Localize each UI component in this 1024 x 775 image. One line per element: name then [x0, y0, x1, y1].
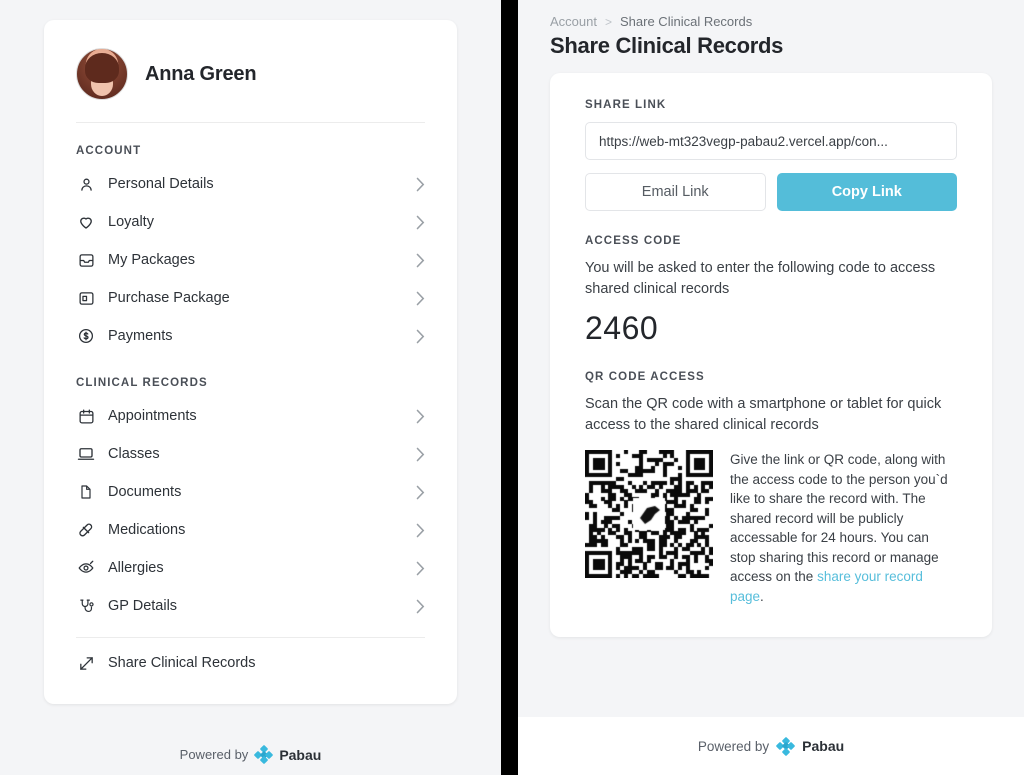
sidebar-item-label: Allergies [108, 560, 164, 576]
sidebar-item-payments[interactable] [44, 317, 457, 355]
pabau-brand: Pabau [279, 746, 322, 763]
pabau-brand: Pabau [802, 738, 845, 754]
section-title-clinical-records: CLINICAL RECORDS [76, 377, 208, 389]
powered-by-label: Powered by [697, 738, 770, 754]
laptop-icon [76, 444, 96, 464]
sidebar-item-label: Documents [108, 484, 182, 500]
chevron-right-icon [416, 215, 425, 230]
access-code-value: 2460 [585, 310, 659, 347]
left-pane [0, 0, 501, 775]
allergy-icon [76, 558, 96, 578]
sidebar-item-share-clinical-records[interactable] [44, 644, 457, 682]
sidebar-item-label: Medications [108, 522, 186, 538]
qr-code-label: QR CODE ACCESS [585, 371, 705, 384]
qr-note-suffix: . [760, 589, 764, 604]
sidebar-item-appointments[interactable] [44, 397, 457, 435]
share-link-input[interactable] [585, 122, 957, 160]
sidebar-item-label: Personal Details [108, 176, 214, 192]
qr-code-image [585, 450, 713, 578]
sidebar-item-label: Classes [108, 446, 160, 462]
breadcrumb-current: Share Clinical Records [620, 14, 753, 29]
section-title-account: ACCOUNT [76, 145, 142, 157]
sidebar-item-loyalty[interactable] [44, 203, 457, 241]
sidebar-item-allergies[interactable] [44, 549, 457, 587]
access-code-description: You will be asked to enter the following code to access shared clinical records [585, 260, 936, 298]
share-panel [550, 73, 992, 637]
inbox-icon [76, 250, 96, 270]
chevron-right-icon [416, 561, 425, 576]
email-link-button[interactable]: Email Link [585, 173, 766, 211]
profile-header [44, 20, 457, 122]
qr-code-note [730, 450, 957, 607]
powered-by-label: Powered by [179, 747, 249, 762]
chevron-right-icon [416, 523, 425, 538]
share-record-page-link[interactable]: share your record page [730, 569, 923, 604]
sidebar-item-documents[interactable] [44, 473, 457, 511]
page-title: Share Clinical Records [550, 33, 784, 58]
copy-link-button[interactable]: Copy Link [777, 173, 958, 211]
document-icon [76, 482, 96, 502]
chevron-right-icon [416, 177, 425, 192]
qr-row [585, 450, 957, 607]
chevron-right-icon [416, 409, 425, 424]
right-powered-by [518, 717, 1024, 775]
qr-code-description: Scan the QR code with a smartphone or tablet for quick access to the shared clinical records [585, 396, 942, 434]
right-pane [518, 0, 1024, 775]
sidebar-item-label: My Packages [108, 252, 196, 268]
share-icon [76, 653, 96, 673]
chevron-right-icon [416, 599, 425, 614]
access-code-label: ACCESS CODE [585, 235, 682, 247]
share-button-row [585, 173, 957, 211]
chevron-right-icon [416, 253, 425, 268]
account-card [44, 20, 457, 704]
sidebar-item-label: Appointments [108, 408, 197, 424]
sidebar-item-medications[interactable] [44, 511, 457, 549]
profile-name: Anna Green [145, 62, 257, 85]
sidebar-item-label: GP Details [108, 598, 178, 614]
sidebar-item-label: Share Clinical Records [108, 655, 256, 671]
sidebar-item-personal-details[interactable] [44, 165, 457, 203]
qr-section [585, 371, 957, 607]
left-powered-by [0, 746, 501, 763]
menu-divider [76, 637, 425, 638]
sidebar-item-label: Payments [108, 328, 173, 344]
sidebar-item-gp-details[interactable] [44, 587, 457, 625]
sidebar-item-classes[interactable] [44, 435, 457, 473]
stethoscope-icon [76, 596, 96, 616]
calendar-icon [76, 406, 96, 426]
heart-icon [76, 212, 96, 232]
pane-separator [501, 0, 518, 775]
breadcrumb [541, 14, 1001, 33]
breadcrumb-root[interactable]: Account [550, 14, 597, 29]
breadcrumb-separator-icon: > [604, 14, 612, 29]
pabau-logo-icon [255, 746, 272, 763]
chevron-right-icon [416, 447, 425, 462]
chevron-right-icon [416, 291, 425, 306]
person-icon [76, 174, 96, 194]
pabau-logo-icon [777, 738, 794, 755]
sidebar-item-my-packages[interactable] [44, 241, 457, 279]
sidebar-item-label: Purchase Package [108, 290, 230, 306]
pill-icon [76, 520, 96, 540]
avatar [76, 48, 128, 100]
access-code-section [585, 235, 957, 347]
sidebar-item-label: Loyalty [108, 214, 154, 230]
chevron-right-icon [416, 485, 425, 500]
share-link-label: SHARE LINK [585, 99, 667, 111]
qr-note-text: Give the link or QR code, along with the access code to the person you`d like to share the record with. The shared record will be publicly accessable for 24 hours. You can stop sharing this record or manage access on the [730, 452, 948, 585]
dollar-circle-icon [76, 326, 96, 346]
chevron-right-icon [416, 329, 425, 344]
sidebar-item-purchase-package[interactable] [44, 279, 457, 317]
package-icon [76, 288, 96, 308]
